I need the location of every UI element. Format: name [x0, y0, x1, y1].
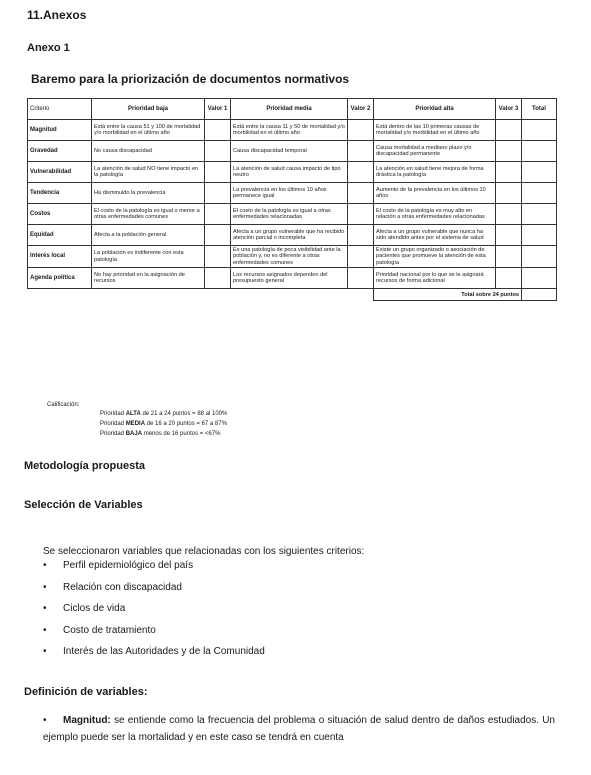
total-label: Total sobre 24 puntos — [374, 289, 522, 301]
cell-valor — [348, 141, 374, 162]
cell-alta: El costo de la patología es muy alto en relación a otras enfermedades relacionadas — [374, 204, 496, 225]
cell-criterio: Vulnerabilidad — [28, 162, 92, 183]
list-item: • Interés de las Autoridades y de la Comunidad — [43, 641, 265, 663]
cell-media: El costo de la patología es igual a otras enfermedades relacionadas — [231, 204, 348, 225]
table-header-row — [28, 99, 557, 120]
bullet-icon: • — [43, 715, 47, 726]
calificacion-media: Prioridad MEDIA de 16 a 20 puntos = 67 a 87% — [100, 421, 227, 427]
table-row — [28, 204, 557, 225]
cell-baja: El costo de la patología es igual o menor a otras enfermedades comunes — [92, 204, 205, 225]
cell-valor — [496, 120, 522, 141]
cell-criterio: Equidad — [28, 225, 92, 246]
cell-valor — [496, 225, 522, 246]
table-row — [28, 120, 557, 141]
cell-valor — [348, 246, 374, 268]
cell-criterio: Costos — [28, 204, 92, 225]
definition-text: se entiende como la frecuencia del problema o situación de salud dentro de daños estudiados. Un ejemplo puede ser la mortalidad y en este caso se tendrá en cuenta — [43, 715, 555, 743]
cell-baja: Está entre la causa 51 y 100 de mortalidad y/o morbilidad en el último año — [92, 120, 205, 141]
cell-total — [522, 120, 557, 141]
list-item: • Costo de tratamiento — [43, 620, 265, 642]
cell-baja: No causa discapacidad — [92, 141, 205, 162]
table-title: Baremo para la priorización de documentos normativos — [31, 72, 350, 86]
table-total-row — [28, 289, 557, 301]
cell-criterio: Gravedad — [28, 141, 92, 162]
cell-valor — [205, 162, 231, 183]
list-item: • Relación con discapacidad — [43, 577, 265, 599]
header-valor-3: Valor 3 — [496, 99, 522, 120]
bullet-icon: • — [43, 624, 47, 636]
cell-valor — [348, 120, 374, 141]
cell-valor — [496, 141, 522, 162]
cell-valor — [348, 225, 374, 246]
header-valor-1: Valor 1 — [205, 99, 231, 120]
bullet-icon: • — [43, 646, 47, 657]
annex-heading: Anexo 1 — [27, 42, 70, 54]
cell-media: La prevalencia en los últimos 10 años permanece igual — [231, 183, 348, 204]
cell-media: La atención de salud causa impacto de tipo neutro — [231, 162, 348, 183]
bullet-icon: • — [43, 581, 47, 593]
cell-baja: Ha disminuido la prevalencia — [92, 183, 205, 204]
cell-total-value — [522, 289, 557, 301]
cell-valor — [348, 204, 374, 225]
calificacion-baja: Prioridad BAJA menos de 16 puntos = <67% — [100, 431, 221, 437]
header-prioridad-alta: Prioridad alta — [374, 99, 496, 120]
methodology-heading: Metodología propuesta — [24, 460, 145, 472]
calificacion-list — [100, 409, 227, 439]
calificacion-label: Calificación: — [47, 402, 80, 408]
cell-total — [522, 183, 557, 204]
cell-baja: Afecta a la población general — [92, 225, 205, 246]
cell-valor — [205, 120, 231, 141]
cell-alta: Existe un grupo organizado o asociación de pacientes que promueve la atención de esta patología — [374, 246, 496, 268]
cell-alta: Prioridad nacional por lo que se le asignará recursos de forma adicional — [374, 268, 496, 289]
section-heading: 11.Anexos — [27, 8, 87, 22]
cell-criterio: Magnitud — [28, 120, 92, 141]
table-row — [28, 268, 557, 289]
header-total: Total — [522, 99, 557, 120]
cell-alta: Afecta a un grupo vulnerable que nunca ha sido atendido antes por el sistema de salud — [374, 225, 496, 246]
cell-valor — [496, 246, 522, 268]
cell-media: Afecta a un grupo vulnerable que ha recibido atención parcial o incompleta — [231, 225, 348, 246]
table-row — [28, 246, 557, 268]
table-row — [28, 225, 557, 246]
header-criterio: Criterio — [28, 99, 92, 120]
cell-alta: La atención en salud tiene mejora de forma drástica la patología — [374, 162, 496, 183]
cell-baja: La población es indiferente con esta patología — [92, 246, 205, 268]
table-row — [28, 183, 557, 204]
bullet-icon: • — [43, 603, 47, 614]
cell-baja: No hay prioridad en la asignación de recursos — [92, 268, 205, 289]
cell-media: Está entre la causa 11 y 50 de mortalidad y/o morbilidad en el último año — [231, 120, 348, 141]
bullet-icon: • — [43, 560, 47, 571]
cell-baja: La atención de salud NO tiene impacto en la patología — [92, 162, 205, 183]
header-valor-2: Valor 2 — [348, 99, 374, 120]
cell-alta: Causa mortalidad a mediano plazo y/o discapacidad permanente — [374, 141, 496, 162]
cell-total — [522, 204, 557, 225]
cell-total — [522, 162, 557, 183]
header-prioridad-baja: Prioridad baja — [92, 99, 205, 120]
definition-heading: Definición de variables: — [24, 686, 148, 698]
definition-term: Magnitud: — [63, 715, 111, 726]
cell-media: Causa discapacidad temporal — [231, 141, 348, 162]
header-prioridad-media: Prioridad media — [231, 99, 348, 120]
cell-total — [522, 246, 557, 268]
cell-valor — [205, 268, 231, 289]
list-item: • Ciclos de vida — [43, 598, 265, 620]
cell-valor — [496, 268, 522, 289]
cell-valor — [496, 162, 522, 183]
definition-paragraph — [43, 712, 555, 746]
cell-valor — [205, 141, 231, 162]
calificacion-alta: Prioridad ALTA de 21 a 24 puntos = 88 al 100% — [100, 411, 228, 417]
list-item: • Perfil epidemiológico del país — [43, 555, 265, 577]
cell-criterio: Interés local — [28, 246, 92, 268]
cell-media: Los recursos asignados dependen del presupuesto general — [231, 268, 348, 289]
cell-valor — [348, 183, 374, 204]
intro-text: Se seleccionaron variables que relacionadas con los siguientes criterios: — [43, 546, 365, 557]
cell-valor — [496, 204, 522, 225]
criteria-list — [43, 555, 265, 663]
cell-alta: Está dentro de las 10 primeras causas de mortalidad y/o morbilidad en el último año — [374, 120, 496, 141]
baremo-table — [27, 98, 557, 301]
cell-valor — [205, 204, 231, 225]
variables-heading: Selección de Variables — [24, 499, 143, 511]
cell-valor — [348, 268, 374, 289]
cell-valor — [205, 246, 231, 268]
cell-valor — [496, 183, 522, 204]
table-row — [28, 141, 557, 162]
cell-criterio: Tendencia — [28, 183, 92, 204]
cell-alta: Aumento de la prevalencia en los últimos 10 años — [374, 183, 496, 204]
cell-total — [522, 141, 557, 162]
cell-total — [522, 268, 557, 289]
table-row — [28, 162, 557, 183]
cell-valor — [205, 183, 231, 204]
cell-total — [522, 225, 557, 246]
cell-valor — [348, 162, 374, 183]
cell-valor — [205, 225, 231, 246]
cell-media: Es una patología de poca visibilidad ante la población y, no es diferente a otras enfermedades comunes — [231, 246, 348, 268]
cell-criterio: Agenda política — [28, 268, 92, 289]
